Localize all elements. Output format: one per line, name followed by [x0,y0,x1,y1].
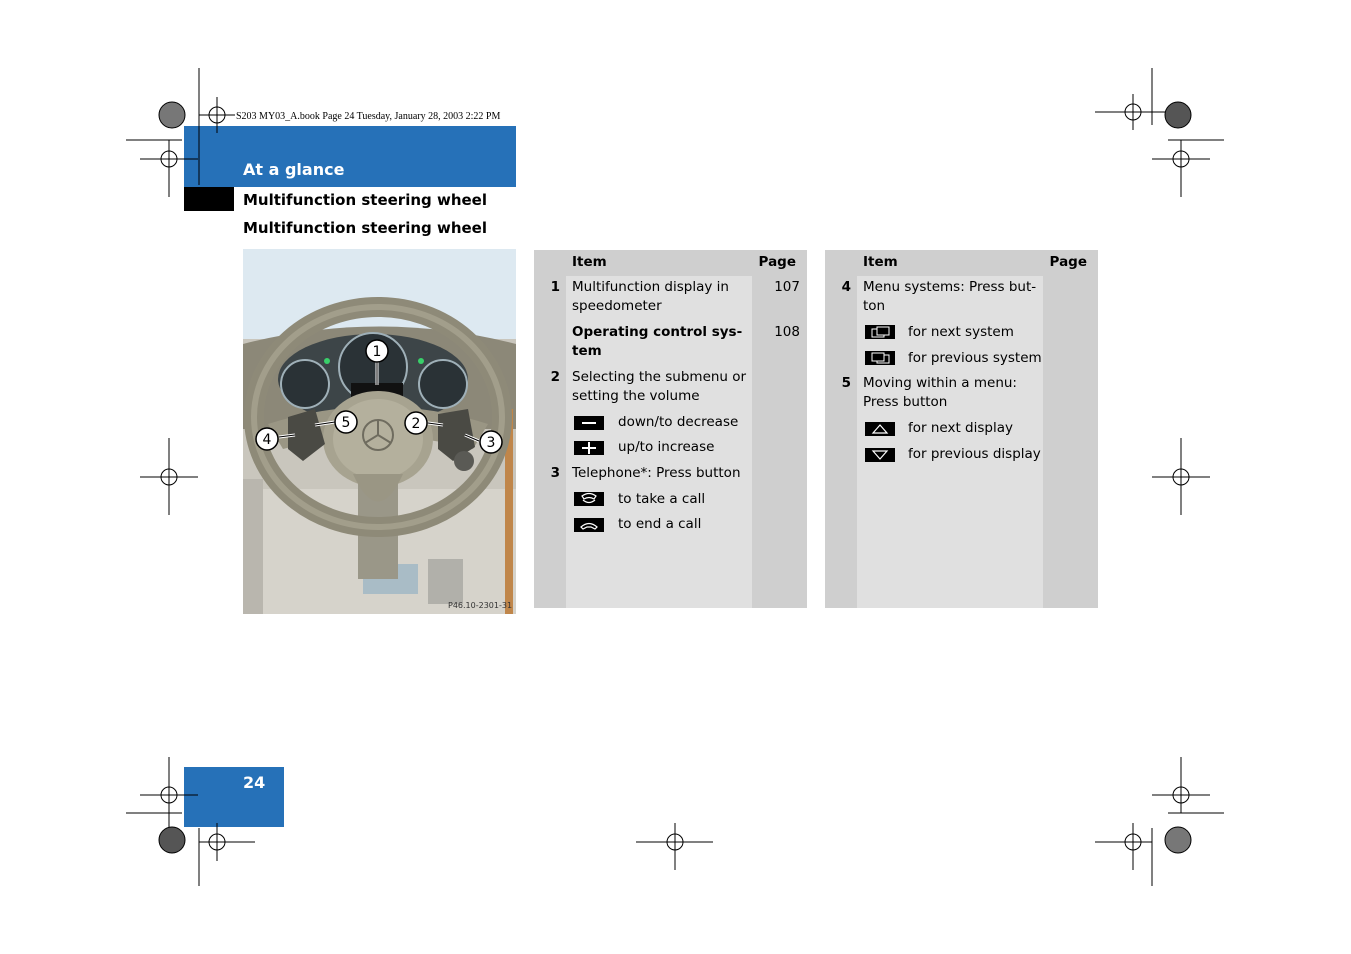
page-ref: 107 [774,279,800,295]
item-text: Telephone*: Press button [572,465,741,481]
color-wheel-mark-icon [159,102,1191,853]
page-ref: 108 [774,324,800,340]
header-page: Page [758,254,796,270]
figure-heading: Multifunction steering wheel [243,219,487,237]
section-title: At a glance [243,160,345,179]
registration-target-icon [140,94,1210,870]
item-text: Press button [863,394,948,410]
item-number: 5 [841,375,851,391]
item-number: 3 [550,465,560,481]
item-text: to take a call [618,491,706,507]
svg-text:2: 2 [411,416,421,432]
item-text: tem [572,343,602,359]
item-text: Moving within a menu: [863,375,1017,391]
item-text: for previous system [908,350,1042,366]
item-text: Operating control sys- [572,324,743,340]
page-number: 24 [243,773,266,792]
item-text: setting the volume [572,388,700,404]
item-text: up/to increase [618,439,715,455]
item-text: for next display [908,420,1013,436]
item-number: 4 [841,279,851,295]
item-text: down/to decrease [618,414,739,430]
svg-text:4: 4 [262,432,272,448]
file-info-line: S203 MY03_A.book Page 24 Tuesday, January 28, 2003 2:22 PM [236,111,501,122]
item-text: Menu systems: Press but- [863,279,1037,295]
header-page: Page [1049,254,1087,270]
svg-text:1: 1 [372,344,382,360]
item-number: 1 [550,279,560,295]
item-text: ton [863,298,886,314]
page-subtitle: Multifunction steering wheel [243,191,487,209]
svg-text:5: 5 [341,415,351,431]
item-text: Selecting the submenu or [572,369,747,385]
figure-code: P46.10-2301-31 [448,601,513,610]
item-text: for next system [908,324,1014,340]
header-item: Item [572,254,607,270]
item-text: speedometer [572,298,662,314]
header-item: Item [863,254,898,270]
svg-text:3: 3 [486,435,496,451]
item-number: 2 [550,369,560,385]
item-text: for previous display [908,446,1041,462]
item-text: to end a call [618,516,702,532]
item-text: Multifunction display in [572,279,729,295]
